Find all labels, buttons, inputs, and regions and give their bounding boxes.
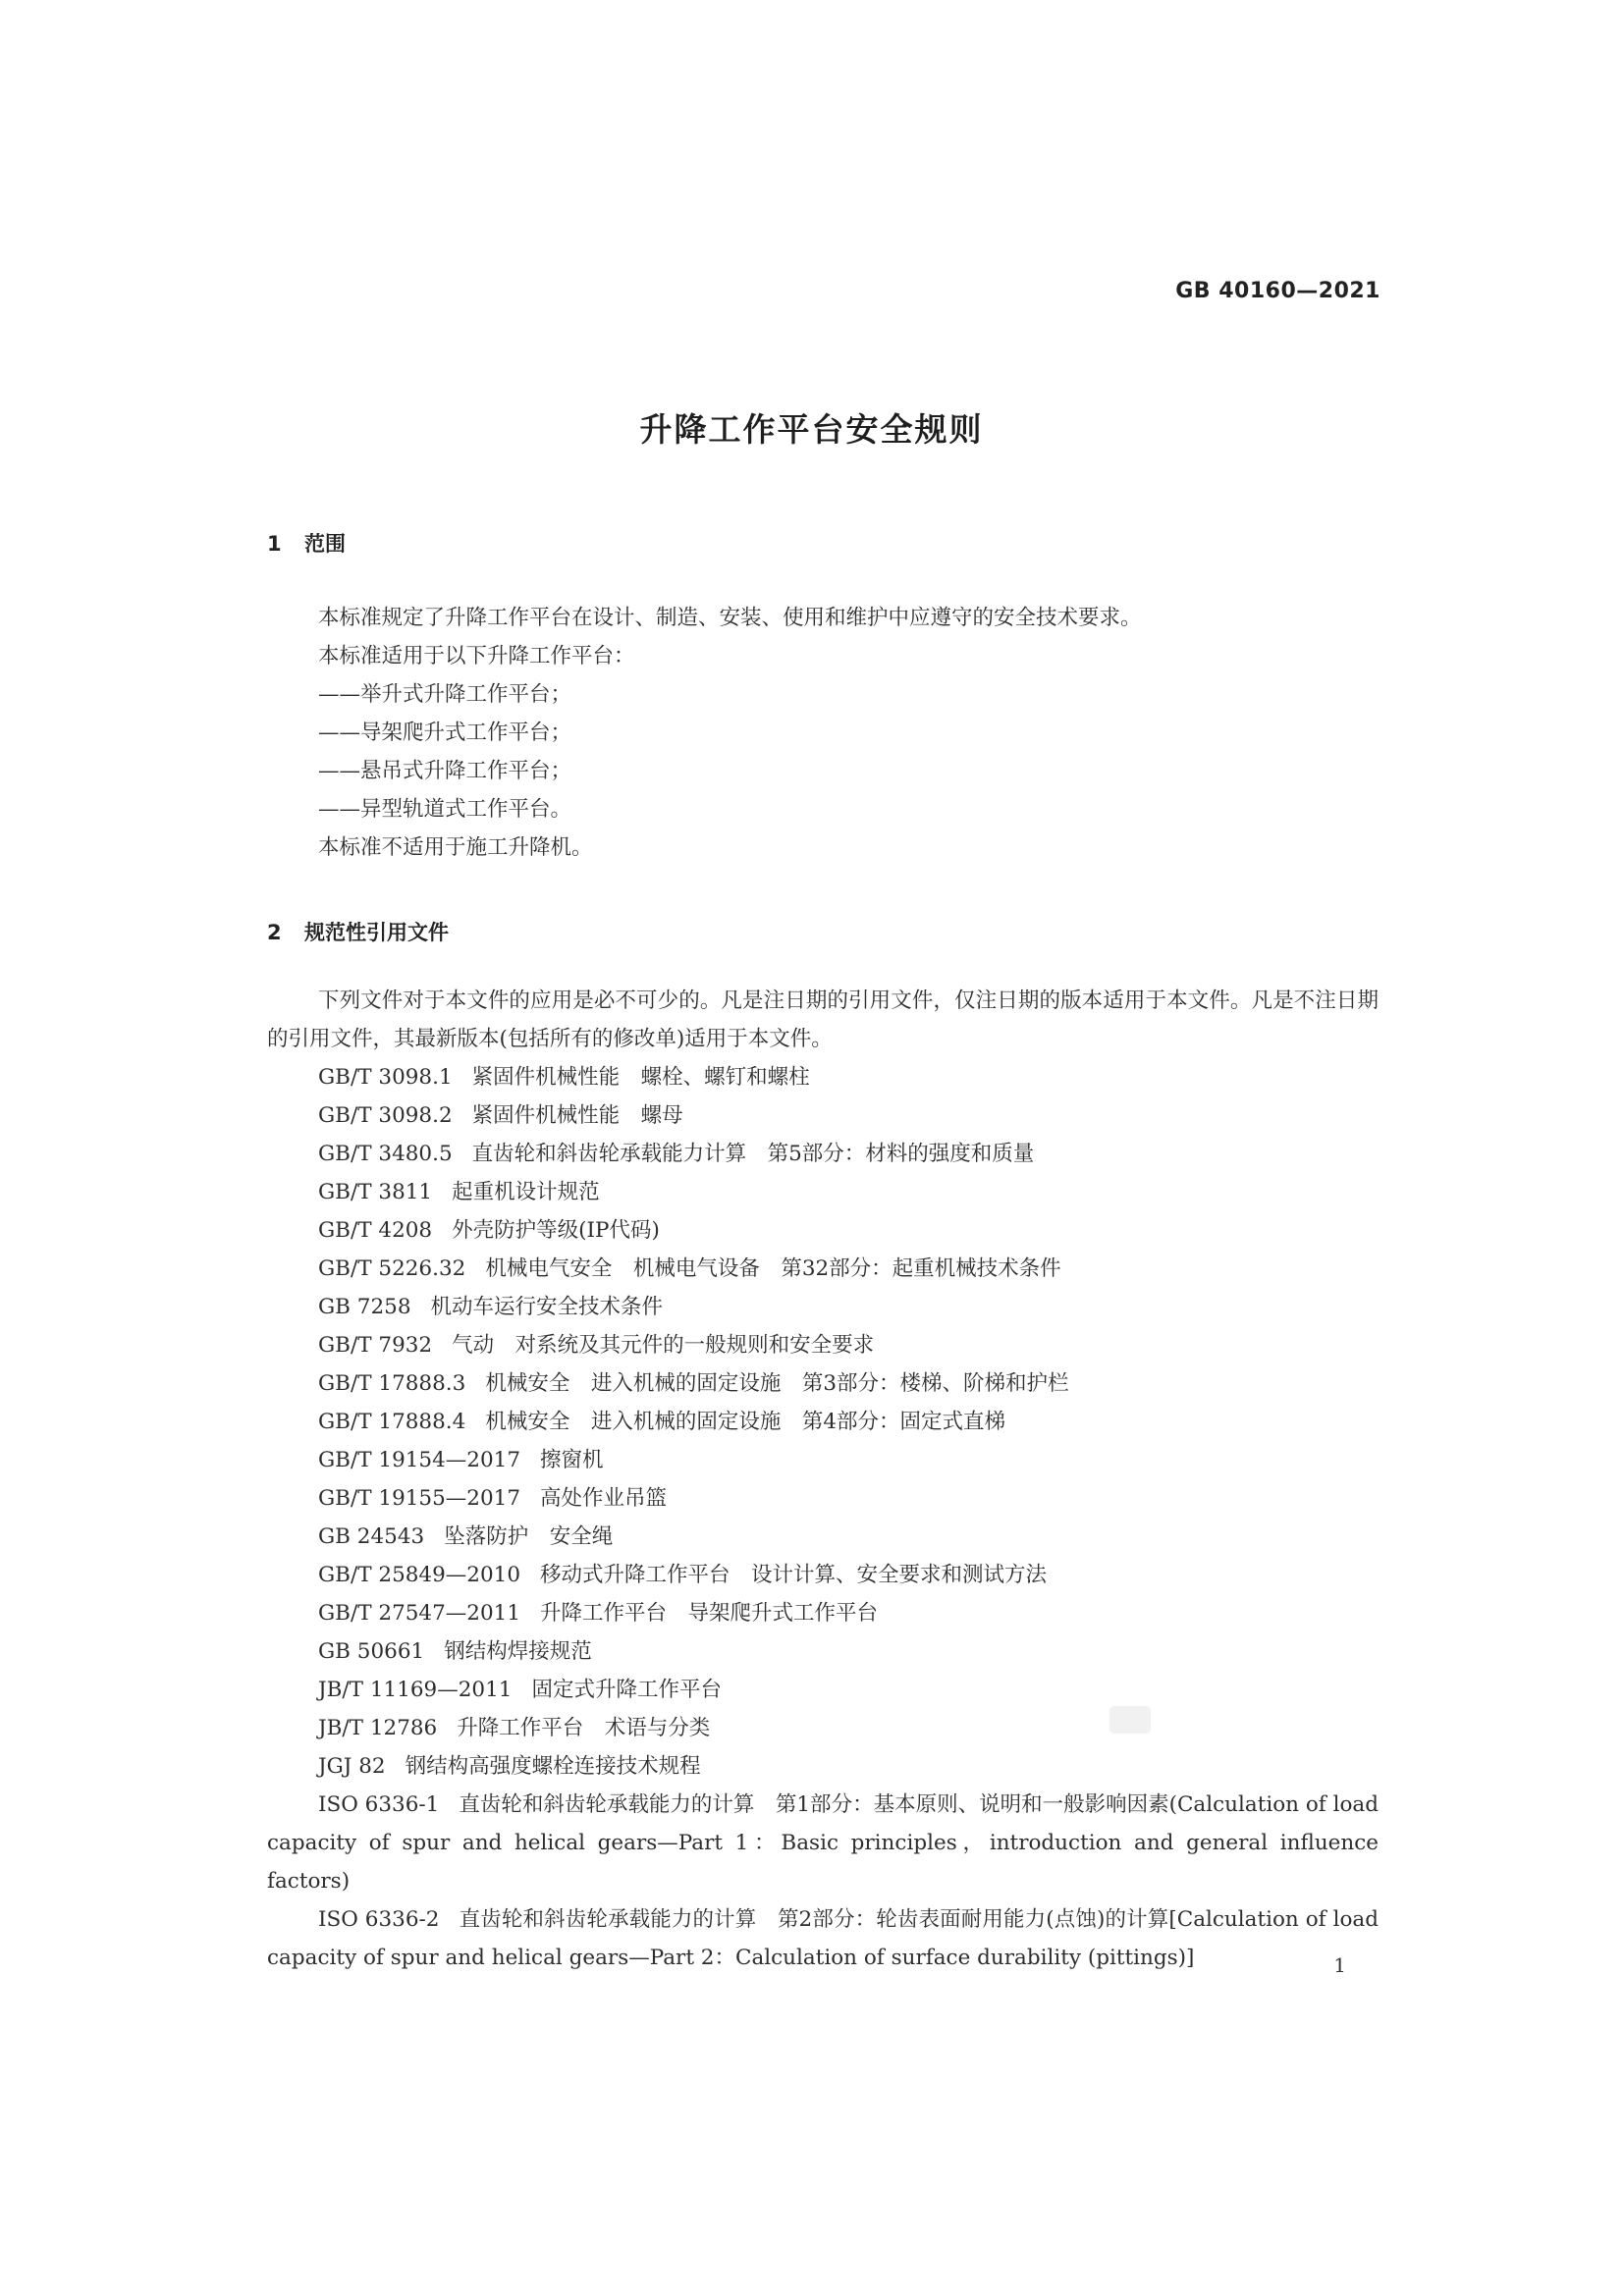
reference-code: ISO 6336-1 (318, 1792, 440, 1817)
list-item: ——导架爬升式工作平台； (318, 721, 572, 745)
reference-item (267, 1709, 1379, 1747)
section-2-body (267, 982, 1379, 1977)
reference-item (267, 1556, 1379, 1594)
reference-item (267, 1594, 1379, 1632)
reference-title: 外壳防护等级(IP代码) (452, 1218, 660, 1243)
paragraph: 本标准不适用于施工升降机。 (318, 835, 593, 860)
paragraph: 本标准规定了升降工作平台在设计、制造、安装、使用和维护中应遵守的安全技术要求。 (318, 606, 1142, 630)
section-title: 规范性引用文件 (304, 921, 449, 944)
reference-item (267, 1403, 1379, 1441)
reference-code: GB/T 17888.3 (318, 1371, 466, 1396)
reference-code: GB/T 25849—2010 (318, 1563, 521, 1587)
reference-title: 升降工作平台 导架爬升式工作平台 (540, 1601, 879, 1626)
reference-code: GB/T 19155—2017 (318, 1486, 521, 1511)
section-1-heading (267, 528, 346, 558)
reference-title: 擦窗机 (540, 1448, 604, 1472)
reference-item (267, 1518, 1379, 1556)
reference-code: GB 7258 (318, 1295, 411, 1319)
reference-title: 紧固件机械性能 螺母 (471, 1103, 683, 1128)
reference-title: 升降工作平台 术语与分类 (457, 1716, 711, 1740)
reference-code: GB/T 3098.2 (318, 1103, 453, 1128)
reference-item (267, 1326, 1379, 1364)
reference-item (267, 1250, 1379, 1288)
reference-title: 直齿轮和斜齿轮承载能力的计算 第1部分：基本原则、说明和一般影响因素(Calculation of load capacity of spur and helical gears—Part 1：Basic principles，introduction and general influence factors) (267, 1792, 1379, 1894)
reference-item (267, 1671, 1379, 1709)
reference-code: GB/T 3098.1 (318, 1065, 453, 1090)
paragraph: 本标准适用于以下升降工作平台： (318, 644, 635, 668)
reference-code: JGJ 82 (318, 1754, 386, 1779)
reference-title: 钢结构高强度螺栓连接技术规程 (405, 1754, 701, 1779)
section-1-body (267, 599, 1379, 867)
section-number: 1 (267, 532, 282, 556)
reference-item (267, 1135, 1379, 1173)
reference-item (267, 1900, 1379, 1977)
reference-title: 固定式升降工作平台 (531, 1678, 722, 1702)
reference-title: 机械电气安全 机械电气设备 第32部分：起重机械技术条件 (485, 1256, 1061, 1281)
list-item: ——举升式升降工作平台； (318, 682, 572, 707)
reference-title: 移动式升降工作平台 设计计算、安全要求和测试方法 (540, 1563, 1048, 1587)
reference-code: GB/T 3811 (318, 1180, 433, 1204)
intro-paragraph: 下列文件对于本文件的应用是必不可少的。凡是注日期的引用文件，仅注日期的版本适用于本文件。凡是不注日期的引用文件，其最新版本(包括所有的修改单)适用于本文件。 (267, 988, 1379, 1051)
reference-code: JB/T 12786 (318, 1716, 438, 1740)
reference-item (267, 1096, 1379, 1135)
section-title: 范围 (304, 532, 346, 556)
reference-code: JB/T 11169—2011 (318, 1678, 513, 1702)
reference-title: 钢结构焊接规范 (444, 1639, 592, 1664)
section-2-heading (267, 917, 449, 946)
reference-item (267, 1364, 1379, 1403)
reference-code: GB/T 19154—2017 (318, 1448, 521, 1472)
list-item: ——悬吊式升降工作平台； (318, 759, 572, 783)
reference-item (267, 1058, 1379, 1096)
reference-code: GB/T 5226.32 (318, 1256, 466, 1281)
reference-code: GB/T 7932 (318, 1333, 433, 1358)
reference-item (267, 1288, 1379, 1326)
reference-code: GB 50661 (318, 1639, 425, 1664)
reference-title: 高处作业吊篮 (540, 1486, 668, 1511)
reference-title: 起重机设计规范 (452, 1180, 600, 1204)
reference-code: GB/T 27547—2011 (318, 1601, 521, 1626)
reference-title: 气动 对系统及其元件的一般规则和安全要求 (452, 1333, 875, 1358)
document-title: 升降工作平台安全规则 (639, 410, 984, 449)
reference-item (267, 1211, 1379, 1250)
reference-code: ISO 6336-2 (318, 1907, 440, 1932)
reference-code: GB 24543 (318, 1524, 425, 1549)
reference-code: GB/T 17888.4 (318, 1410, 466, 1434)
reference-title: 坠落防护 安全绳 (444, 1524, 614, 1549)
reference-title: 机械安全 进入机械的固定设施 第4部分：固定式直梯 (485, 1410, 1005, 1434)
reference-item (267, 1747, 1379, 1786)
reference-title: 机械安全 进入机械的固定设施 第3部分：楼梯、阶梯和护栏 (485, 1371, 1069, 1396)
list-item: ——异型轨道式工作平台。 (318, 797, 572, 822)
section-number: 2 (267, 921, 282, 944)
watermark-stamp (1109, 1706, 1151, 1734)
standard-id: GB 40160—2021 (1175, 279, 1380, 303)
reference-item (267, 1786, 1379, 1900)
reference-item (267, 1479, 1379, 1518)
reference-title: 机动车运行安全技术条件 (430, 1295, 664, 1319)
reference-code: GB/T 3480.5 (318, 1142, 453, 1166)
reference-item (267, 1173, 1379, 1211)
reference-title: 直齿轮和斜齿轮承载能力计算 第5部分：材料的强度和质量 (471, 1142, 1035, 1166)
page-number: 1 (1333, 1953, 1346, 1977)
reference-code: GB/T 4208 (318, 1218, 433, 1243)
reference-title: 紧固件机械性能 螺栓、螺钉和螺柱 (471, 1065, 810, 1090)
reference-item (267, 1441, 1379, 1479)
reference-item (267, 1632, 1379, 1671)
reference-title: 直齿轮和斜齿轮承载能力的计算 第2部分：轮齿表面耐用能力(点蚀)的计算[Calculation of load capacity of spur and helical gears—Part 2：Calculation of surface durability (pittings)] (267, 1907, 1379, 1970)
